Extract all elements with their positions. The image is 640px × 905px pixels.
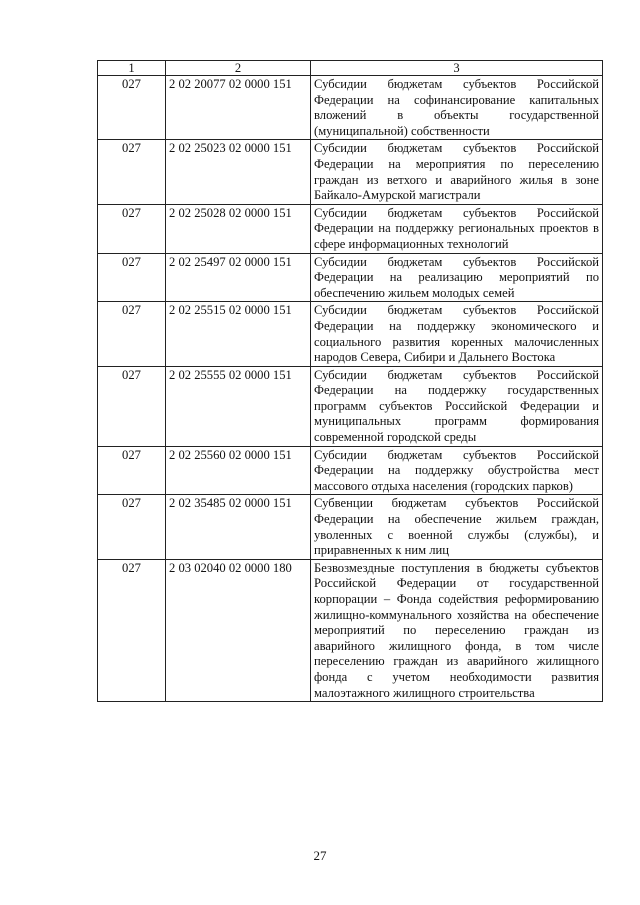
description-cell: Субсидии бюджетам субъектов Российской Федерации на поддержку экономического и социального развития коренных малочисленных народов Севера, Сибири и Дальнего Востока bbox=[311, 302, 603, 366]
description-cell: Субвенции бюджетам субъектов Российской Федерации на обеспечение жильем граждан, уволенных с военной службы (службы), и приравненных к ним лиц bbox=[311, 495, 603, 559]
table-row bbox=[98, 366, 603, 446]
admin-code-cell: 027 bbox=[98, 140, 166, 204]
admin-code-cell: 027 bbox=[98, 559, 166, 701]
admin-code-cell: 027 bbox=[98, 446, 166, 495]
description-cell: Субсидии бюджетам субъектов Российской Федерации на мероприятия по переселению граждан из ветхого и аварийного жилья в зоне Байкало-Амурской магистрали bbox=[311, 140, 603, 204]
revenue-classification-table bbox=[97, 60, 603, 702]
classification-code-cell: 2 02 20077 02 0000 151 bbox=[166, 76, 311, 140]
description-cell: Субсидии бюджетам субъектов Российской Федерации на поддержку обустройства мест массового отдыха населения (городских парков) bbox=[311, 446, 603, 495]
admin-code-cell: 027 bbox=[98, 204, 166, 253]
admin-code-cell: 027 bbox=[98, 302, 166, 366]
column-header-3: 3 bbox=[311, 61, 603, 76]
table-header-row bbox=[98, 61, 603, 76]
admin-code-cell: 027 bbox=[98, 495, 166, 559]
classification-code-cell: 2 02 25023 02 0000 151 bbox=[166, 140, 311, 204]
admin-code-cell: 027 bbox=[98, 76, 166, 140]
classification-code-cell: 2 02 25497 02 0000 151 bbox=[166, 253, 311, 302]
table-row bbox=[98, 140, 603, 204]
table-row bbox=[98, 495, 603, 559]
description-cell: Субсидии бюджетам субъектов Российской Федерации на реализацию мероприятий по обеспечению жильем молодых семей bbox=[311, 253, 603, 302]
description-cell: Субсидии бюджетам субъектов Российской Федерации на поддержку государственных программ субъектов Российской Федерации и муниципальных программ формирования современной городской среды bbox=[311, 366, 603, 446]
column-header-1: 1 bbox=[98, 61, 166, 76]
description-cell: Субсидии бюджетам субъектов Российской Федерации на поддержку региональных проектов в сфере информационных технологий bbox=[311, 204, 603, 253]
table-row bbox=[98, 253, 603, 302]
table-row bbox=[98, 559, 603, 701]
table-row bbox=[98, 446, 603, 495]
classification-code-cell: 2 02 25560 02 0000 151 bbox=[166, 446, 311, 495]
classification-code-cell: 2 03 02040 02 0000 180 bbox=[166, 559, 311, 701]
classification-code-cell: 2 02 35485 02 0000 151 bbox=[166, 495, 311, 559]
table-row bbox=[98, 204, 603, 253]
classification-code-cell: 2 02 25515 02 0000 151 bbox=[166, 302, 311, 366]
description-cell: Субсидии бюджетам субъектов Российской Федерации на софинансирование капитальных вложений в объекты государственной (муниципальной) собственности bbox=[311, 76, 603, 140]
table-row bbox=[98, 76, 603, 140]
classification-code-cell: 2 02 25555 02 0000 151 bbox=[166, 366, 311, 446]
admin-code-cell: 027 bbox=[98, 366, 166, 446]
description-cell: Безвозмездные поступления в бюджеты субъектов Российской Федерации от государственной корпорации – Фонда содействия реформированию жилищно-коммунального хозяйства на обеспечение мероприятий по переселению граждан из аварийного жилищного фонда, в том числе переселению граждан из аварийного жилищного фонда с учетом необходимости развития малоэтажного жилищного строительства bbox=[311, 559, 603, 701]
table-row bbox=[98, 302, 603, 366]
page-number: 27 bbox=[313, 848, 327, 863]
admin-code-cell: 027 bbox=[98, 253, 166, 302]
classification-code-cell: 2 02 25028 02 0000 151 bbox=[166, 204, 311, 253]
column-header-2: 2 bbox=[166, 61, 311, 76]
